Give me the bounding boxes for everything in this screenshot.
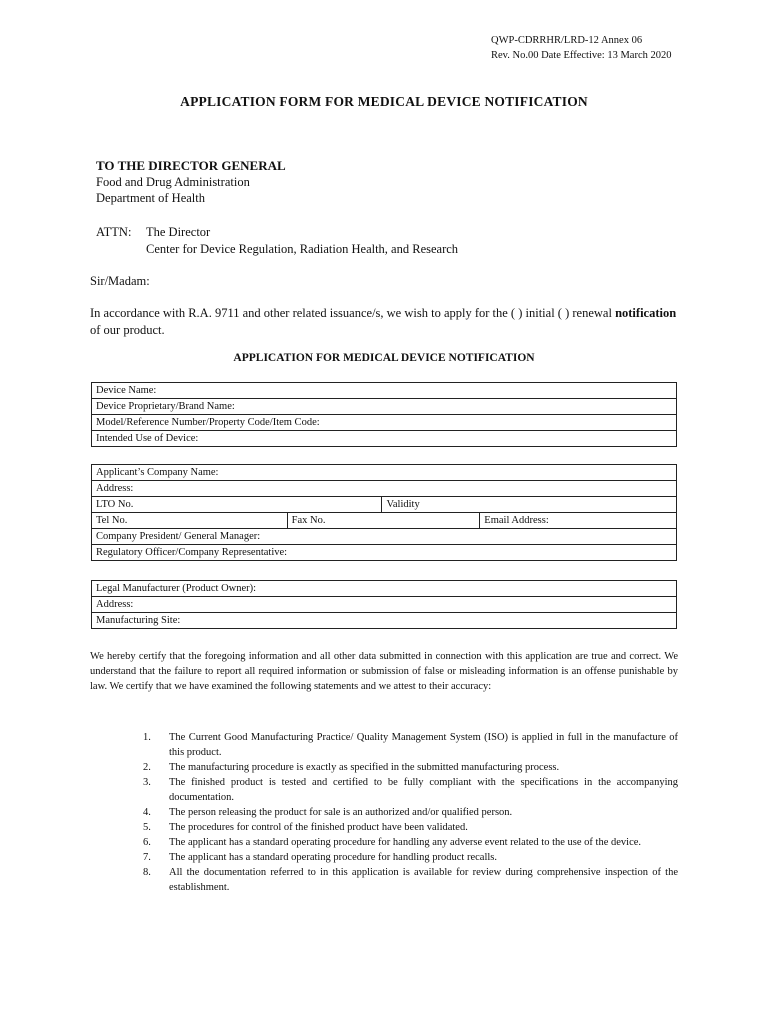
addressee-block xyxy=(96,158,286,206)
list-item-number: 2. xyxy=(143,762,151,773)
list-item xyxy=(143,850,678,865)
device-name-field[interactable]: Device Name: xyxy=(92,383,677,399)
intro-text: In accordance with R.A. 9711 and other related issuance/s, we wish to apply for the ( ) initial ( ) renewal xyxy=(90,306,612,320)
device-intended-use-field[interactable]: Intended Use of Device: xyxy=(92,431,677,447)
list-item xyxy=(143,865,678,895)
list-item-text: All the documentation referred to in this application is available for review during comprehensive inspection of the establishment. xyxy=(169,867,678,893)
addressee-to: TO THE DIRECTOR GENERAL xyxy=(96,158,286,173)
device-table xyxy=(91,382,677,447)
device-brand-field[interactable]: Device Proprietary/Brand Name: xyxy=(92,399,677,415)
manufacturer-table xyxy=(91,580,677,629)
list-item xyxy=(143,805,678,820)
certification-paragraph: We hereby certify that the foregoing information and all other data submitted in connection with this application are true and correct. We understand that the failure to report all required information or submission of false or misleading information is an offense punishable by law. We certify that we have examined the following statements and we attest to their accuracy: xyxy=(90,651,678,692)
statements-list xyxy=(143,730,678,895)
list-item-number: 5. xyxy=(143,822,151,833)
attn-label: ATTN: xyxy=(96,225,132,239)
list-item-number: 8. xyxy=(143,867,151,878)
list-item-text: The manufacturing procedure is exactly as specified in the submitted manufacturing process. xyxy=(169,762,560,773)
list-item-number: 3. xyxy=(143,777,151,788)
attn-block xyxy=(96,224,458,257)
applicant-table xyxy=(91,464,677,561)
intro-bold: notification xyxy=(615,306,677,320)
document-code xyxy=(491,33,672,63)
list-item-number: 1. xyxy=(143,732,151,743)
list-item xyxy=(143,730,678,760)
email-field[interactable]: Email Address: xyxy=(480,513,677,529)
list-item-number: 6. xyxy=(143,837,151,848)
document-code-line1: QWP-CDRRHR/LRD-12 Annex 06 xyxy=(491,35,643,46)
intro-paragraph xyxy=(90,305,680,339)
addressee-line2: Department of Health xyxy=(96,191,205,205)
page-title: APPLICATION FORM FOR MEDICAL DEVICE NOTIFICATION xyxy=(180,94,588,109)
company-name-field[interactable]: Applicant’s Company Name: xyxy=(92,465,677,481)
legal-manufacturer-field[interactable]: Legal Manufacturer (Product Owner): xyxy=(92,581,677,597)
lto-no-field[interactable]: LTO No. xyxy=(92,497,382,513)
addressee-line1: Food and Drug Administration xyxy=(96,175,250,189)
validity-field[interactable]: Validity xyxy=(382,497,677,513)
list-item-text: The applicant has a standard operating procedure for handling product recalls. xyxy=(169,852,497,863)
regulatory-officer-field[interactable]: Regulatory Officer/Company Representative: xyxy=(92,545,677,561)
manufacturer-address-field[interactable]: Address: xyxy=(92,597,677,613)
list-item-number: 4. xyxy=(143,807,151,818)
list-item-number: 7. xyxy=(143,852,151,863)
document-code-line2: Rev. No.00 Date Effective: 13 March 2020 xyxy=(491,50,672,61)
attn-line1: The Director xyxy=(146,225,211,239)
section-title: APPLICATION FOR MEDICAL DEVICE NOTIFICATION xyxy=(233,352,535,364)
list-item xyxy=(143,835,678,850)
list-item-text: The procedures for control of the finished product have been validated. xyxy=(169,822,468,833)
fax-no-field[interactable]: Fax No. xyxy=(287,513,480,529)
list-item xyxy=(143,820,678,835)
list-item-text: The applicant has a standard operating procedure for handling any adverse event related to the use of the device. xyxy=(169,837,642,848)
president-field[interactable]: Company President/ General Manager: xyxy=(92,529,677,545)
applicant-address-field[interactable]: Address: xyxy=(92,481,677,497)
intro-text-end: of our product. xyxy=(90,323,165,337)
attn-line2: Center for Device Regulation, Radiation Health, and Research xyxy=(146,241,459,256)
list-item-text: The finished product is tested and certified to be fully compliant with the specifications in the accompanying documentation. xyxy=(169,777,678,803)
list-item xyxy=(143,775,678,805)
device-model-field[interactable]: Model/Reference Number/Property Code/Item Code: xyxy=(92,415,677,431)
list-item-text: The Current Good Manufacturing Practice/ Quality Management System (ISO) is applied in full in the manufacture of this product. xyxy=(169,732,678,758)
manufacturing-site-field[interactable]: Manufacturing Site: xyxy=(92,613,677,629)
list-item-text: The person releasing the product for sale is an authorized and/or qualified person. xyxy=(169,807,513,818)
tel-no-field[interactable]: Tel No. xyxy=(92,513,288,529)
salutation: Sir/Madam: xyxy=(90,274,150,288)
list-item xyxy=(143,760,678,775)
